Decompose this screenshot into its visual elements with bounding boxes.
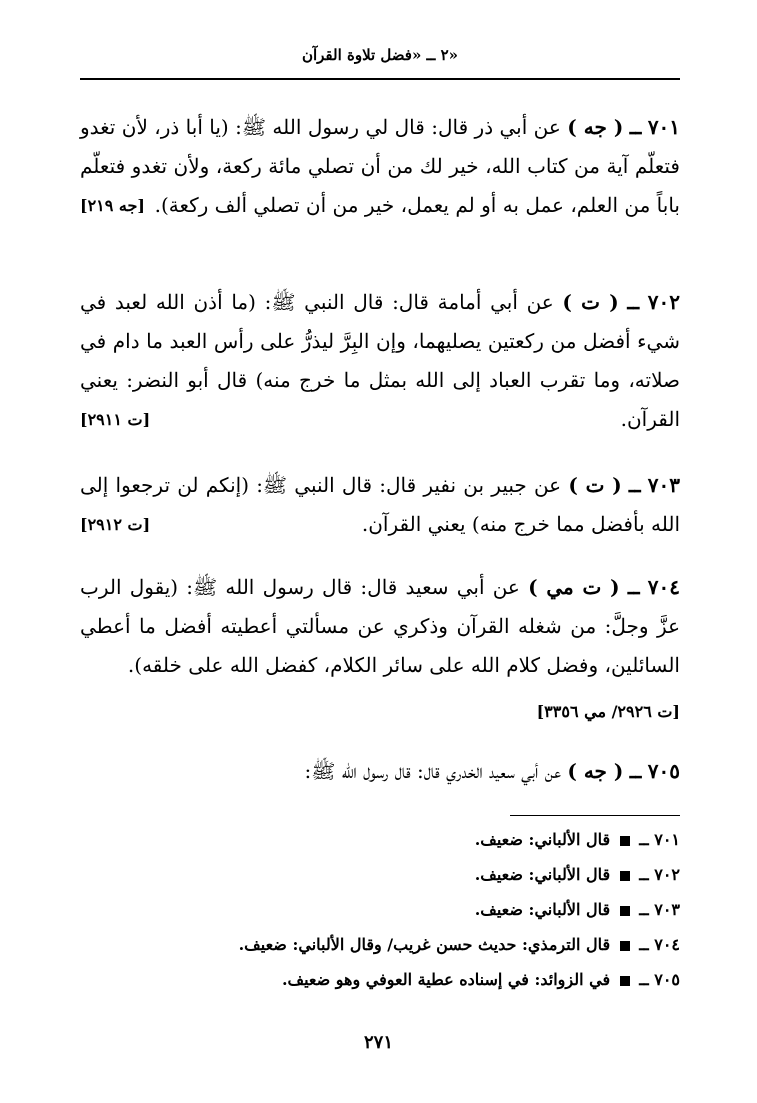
footnote-number: ٧٠٢ bbox=[654, 865, 680, 884]
hadith-702 bbox=[80, 283, 680, 439]
running-header: ٢ ــ «فضل تلاوة القرآن» bbox=[301, 46, 459, 64]
footnote-dash: ــ bbox=[639, 935, 649, 954]
footnote-number: ٧٠٥ bbox=[654, 970, 680, 989]
hadith-dash: ــ bbox=[629, 115, 642, 139]
footnote-item bbox=[80, 892, 680, 927]
square-bullet-icon bbox=[620, 941, 630, 951]
footnotes bbox=[80, 822, 680, 997]
square-bullet-icon bbox=[620, 836, 630, 846]
hadith-dash: ــ bbox=[627, 575, 640, 599]
hadith-number: ٧٠٥ bbox=[647, 759, 680, 783]
hadith-dash: ــ bbox=[629, 759, 642, 783]
hadith-reference: [جه ٢١٩] bbox=[80, 196, 145, 215]
footnote-dash: ــ bbox=[639, 830, 649, 849]
hadith-reference: [ت ٢٩١٢] bbox=[80, 515, 151, 534]
hadith-text: عن جبير بن نفير قال: قال النبي ﷺ: (إنكم لن ترجعوا إلى الله بأفضل مما خرج منه) يعني القرآن. bbox=[80, 473, 680, 536]
hadith-source: ( جه ) bbox=[567, 759, 624, 783]
hadith-703 bbox=[80, 466, 680, 544]
square-bullet-icon bbox=[620, 871, 630, 881]
hadith-704 bbox=[80, 568, 680, 685]
hadith-number: ٧٠١ bbox=[647, 115, 681, 139]
footnote-text: قال الترمذي: حديث حسن غريب/ وقال الألباني: ضعيف. bbox=[238, 935, 611, 954]
hadith-reference: [ت ٢٩١١] bbox=[80, 410, 151, 429]
hadith-dash: ــ bbox=[627, 290, 640, 314]
hadith-number: ٧٠٣ bbox=[647, 473, 681, 497]
hadith-source: ( جه ) bbox=[567, 115, 624, 139]
footnote-item bbox=[80, 822, 680, 857]
hadith-paragraph bbox=[80, 108, 680, 225]
hadith-dash: ــ bbox=[628, 473, 641, 497]
footnote-item bbox=[80, 857, 680, 892]
hadith-reference-704 bbox=[80, 702, 680, 721]
hadith-source: ( ت ) bbox=[562, 290, 619, 314]
hadith-text: عن أبي سعيد قال: قال رسول الله ﷺ: (يقول الرب عزَّ وجلَّ: من شغله القرآن وذكري عن مسألتي أعطيته أفضل ما أعطي السائلين، وفضل كلام الله على سائر الكلام، كفضل الله على خلقه). bbox=[80, 575, 680, 677]
footnote-item bbox=[80, 962, 680, 997]
footnote-number: ٧٠٤ bbox=[654, 935, 680, 954]
hadith-701 bbox=[80, 108, 680, 225]
hadith-paragraph bbox=[80, 568, 680, 685]
page-number: ٢٧١ bbox=[363, 1032, 393, 1053]
hadith-paragraph bbox=[80, 466, 680, 544]
hadith-number: ٧٠٤ bbox=[647, 575, 680, 599]
hadith-number: ٧٠٢ bbox=[647, 290, 680, 314]
hadith-text: عن أبي ذر قال: قال لي رسول الله ﷺ: (يا أبا ذر، لأن تغدو فتعلّم آية من كتاب الله، خير لك من أن تصلي مائة ركعة، ولأن تغدو فتعلّم باباً من العلم، عمل به أو لم يعمل، خير من أن تصلي ألف ركعة). bbox=[80, 115, 680, 217]
hadith-paragraph bbox=[80, 283, 680, 439]
footnote-number: ٧٠٣ bbox=[654, 900, 680, 919]
footnote-item bbox=[80, 927, 680, 962]
hadith-paragraph bbox=[80, 752, 680, 791]
hadith-705 bbox=[80, 752, 680, 791]
header-rule bbox=[80, 78, 680, 80]
footnote-text: قال الألباني: ضعيف. bbox=[474, 900, 611, 919]
hadith-reference: [ت ٢٩٢٦/ مي ٣٣٥٦] bbox=[536, 702, 680, 721]
footnote-dash: ــ bbox=[639, 970, 649, 989]
hadith-text: عن أبي أمامة قال: قال النبي ﷺ: (ما أذن الله لعبد في شيء أفضل من ركعتين يصليهما، وإن البِرَّ ليذرُّ على رأس العبد ما دام في صلاته، وما تقرب العباد إلى الله بمثل ما خرج منه) قال أبو النضر: يعني القرآن. bbox=[80, 290, 680, 431]
footnote-text: قال الألباني: ضعيف. bbox=[474, 865, 611, 884]
footnote-dash: ــ bbox=[639, 865, 649, 884]
square-bullet-icon bbox=[620, 906, 630, 916]
square-bullet-icon bbox=[620, 976, 630, 986]
footnote-rule bbox=[510, 815, 680, 816]
footnote-number: ٧٠١ bbox=[654, 830, 680, 849]
footnote-text: في الزوائد: في إسناده عطية العوفي وهو ضعيف. bbox=[281, 970, 611, 989]
footnote-dash: ــ bbox=[639, 900, 649, 919]
hadith-source: ( ت ) bbox=[568, 473, 622, 497]
footnote-text: قال الألباني: ضعيف. bbox=[474, 830, 611, 849]
hadith-text: عن أبي سعيد الخدري قال: قال رسول الله ﷺ: bbox=[304, 759, 562, 783]
hadith-source: ( ت مي ) bbox=[528, 575, 620, 599]
